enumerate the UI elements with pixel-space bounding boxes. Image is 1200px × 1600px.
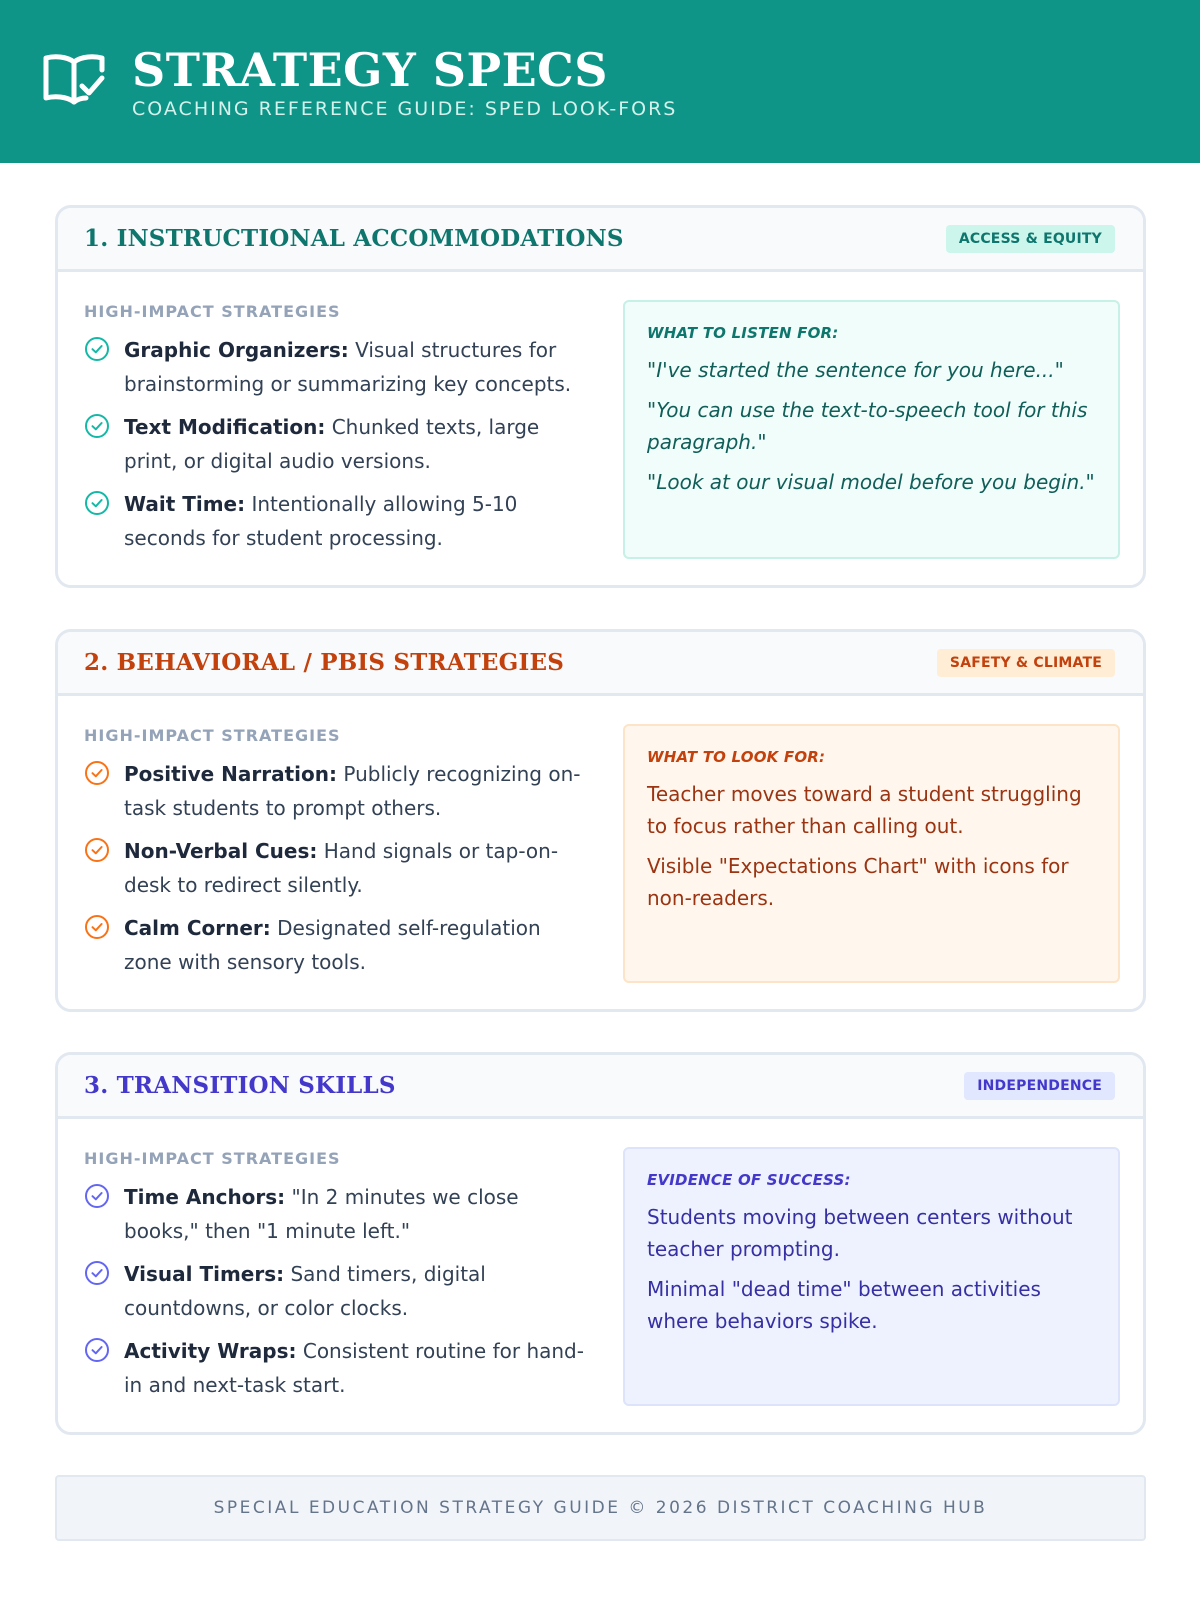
- strategy-description: "In 2 minutes we close books," then "1 minute left.": [124, 1185, 519, 1243]
- panel-item: Teacher moves toward a student struggling to focus rather than calling out.: [647, 782, 1082, 838]
- page-footer: [55, 1475, 1146, 1541]
- strategy-item: [84, 410, 584, 478]
- strategy-item: [84, 333, 584, 401]
- strategies-list: [84, 302, 584, 564]
- strategy-description: Designated self-regulation zone with sensory tools.: [124, 916, 541, 974]
- strategy-item: [84, 1334, 584, 1402]
- check-circle-icon: [84, 1260, 110, 1286]
- strategies-label: HIGH-IMPACT STRATEGIES: [84, 726, 341, 745]
- strategy-name: Text Modification:: [124, 415, 326, 439]
- strategy-description: Intentionally allowing 5-10 seconds for student processing.: [124, 492, 518, 550]
- strategy-item: [84, 1257, 584, 1325]
- strategy-description: Hand signals or tap-on-desk to redirect silently.: [124, 839, 559, 897]
- page-subtitle: COACHING REFERENCE GUIDE: SPED LOOK-FORS: [132, 98, 678, 120]
- panel-label: EVIDENCE OF SUCCESS:: [647, 1171, 851, 1189]
- panel-item: Minimal "dead time" between activities where behaviors spike.: [647, 1277, 1041, 1333]
- strategy-description: Chunked texts, large print, or digital audio versions.: [124, 415, 540, 473]
- page-title: STRATEGY SPECS: [132, 43, 608, 97]
- strategy-name: Wait Time:: [124, 492, 246, 516]
- strategy-description: Visual structures for brainstorming or summarizing key concepts.: [124, 338, 572, 396]
- strategy-item: [84, 757, 584, 825]
- strategies-list: [84, 726, 584, 988]
- check-circle-icon: [84, 760, 110, 786]
- section-title: 3. TRANSITION SKILLS: [84, 1072, 396, 1099]
- check-circle-icon: [84, 914, 110, 940]
- section-behavioral-pbis: [55, 629, 1146, 1012]
- check-circle-icon: [84, 336, 110, 362]
- strategy-name: Graphic Organizers:: [124, 338, 349, 362]
- section-instructional-accommodations: [55, 205, 1146, 588]
- section-header: [58, 632, 1143, 696]
- strategy-description: Consistent routine for hand-in and next-task start.: [124, 1339, 584, 1397]
- check-circle-icon: [84, 837, 110, 863]
- panel-quote: "Look at our visual model before you begin.": [647, 470, 1095, 494]
- strategy-name: Calm Corner:: [124, 916, 271, 940]
- strategy-item: [84, 487, 584, 555]
- panel-quote: "You can use the text-to-speech tool for this paragraph.": [647, 398, 1088, 454]
- strategy-item: [84, 911, 584, 979]
- book-check-icon: [42, 48, 106, 112]
- look-for-panel: [623, 724, 1120, 983]
- strategy-name: Time Anchors:: [124, 1185, 286, 1209]
- section-title: 2. BEHAVIORAL / PBIS STRATEGIES: [84, 649, 565, 676]
- section-title: 1. INSTRUCTIONAL ACCOMMODATIONS: [84, 225, 624, 252]
- check-circle-icon: [84, 1337, 110, 1363]
- panel-quote: "I've started the sentence for you here...": [647, 358, 1064, 382]
- section-header: [58, 1055, 1143, 1119]
- panel-label: WHAT TO LOOK FOR:: [647, 748, 826, 766]
- section-transition-skills: [55, 1052, 1146, 1435]
- section-badge: INDEPENDENCE: [964, 1072, 1115, 1100]
- strategies-label: HIGH-IMPACT STRATEGIES: [84, 302, 341, 321]
- strategies-list: [84, 1149, 584, 1411]
- strategy-name: Visual Timers:: [124, 1262, 285, 1286]
- strategy-description: Publicly recognizing on-task students to prompt others.: [124, 762, 581, 820]
- check-circle-icon: [84, 413, 110, 439]
- evidence-of-success-panel: [623, 1147, 1120, 1406]
- strategy-description: Sand timers, digital countdowns, or color clocks.: [124, 1262, 486, 1320]
- strategy-item: [84, 834, 584, 902]
- section-header: [58, 208, 1143, 272]
- strategy-name: Non-Verbal Cues:: [124, 839, 318, 863]
- strategies-label: HIGH-IMPACT STRATEGIES: [84, 1149, 341, 1168]
- strategy-name: Positive Narration:: [124, 762, 337, 786]
- strategy-name: Activity Wraps:: [124, 1339, 297, 1363]
- check-circle-icon: [84, 1183, 110, 1209]
- page-header: [0, 0, 1200, 163]
- strategy-item: [84, 1180, 584, 1248]
- section-badge: ACCESS & EQUITY: [946, 225, 1115, 253]
- check-circle-icon: [84, 490, 110, 516]
- footer-text: SPECIAL EDUCATION STRATEGY GUIDE © 2026 DISTRICT COACHING HUB: [213, 1498, 988, 1518]
- panel-item: Visible "Expectations Chart" with icons for non-readers.: [647, 854, 1069, 910]
- listen-for-panel: [623, 300, 1120, 559]
- panel-label: WHAT TO LISTEN FOR:: [647, 324, 839, 342]
- panel-item: Students moving between centers without teacher prompting.: [647, 1205, 1073, 1261]
- section-badge: SAFETY & CLIMATE: [937, 649, 1115, 677]
